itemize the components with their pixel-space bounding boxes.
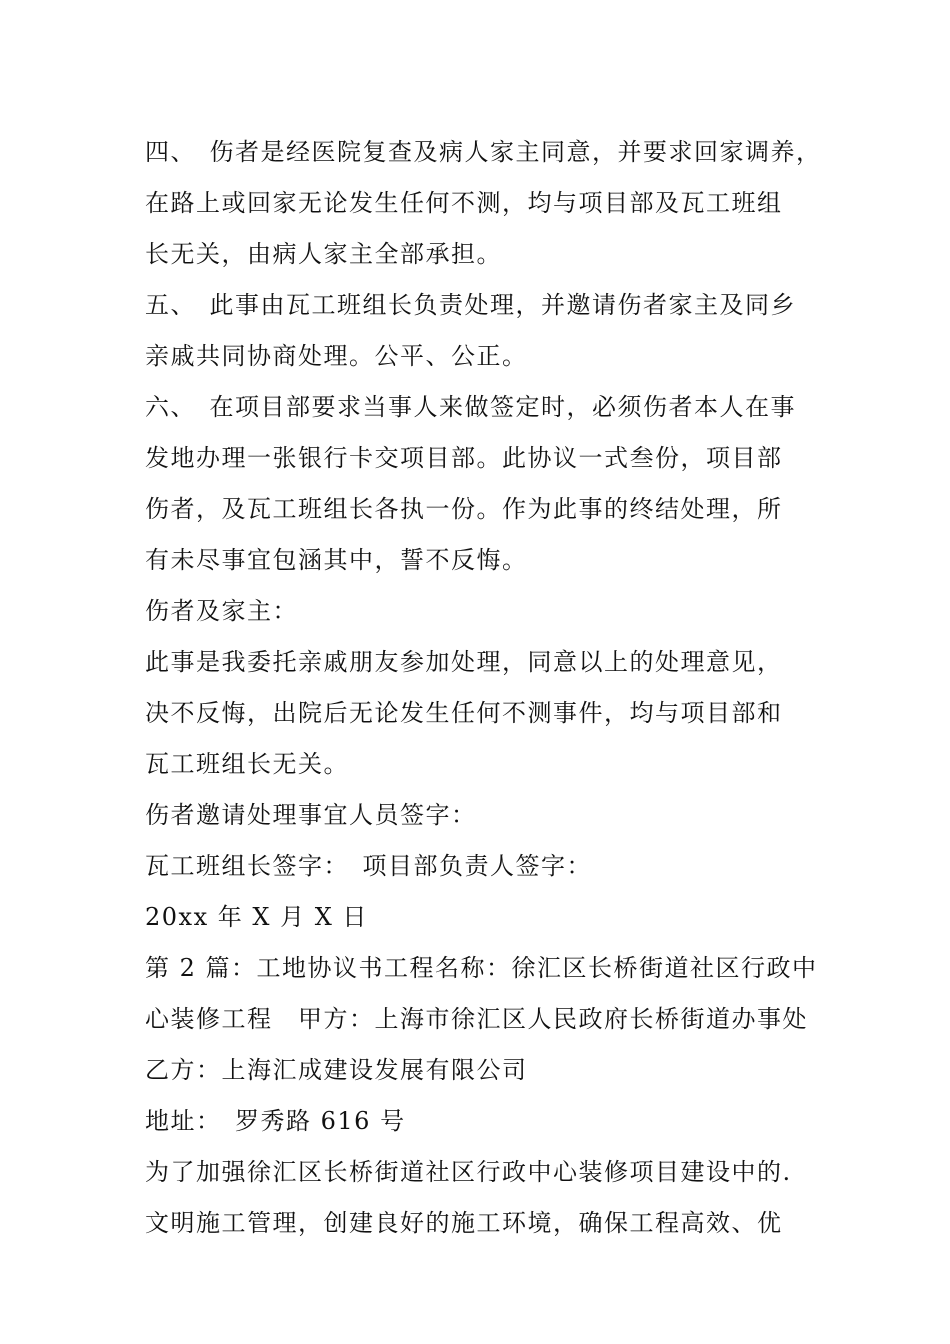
- paragraph-line: 为了加强徐汇区长桥街道社区行政中心装修项目建设中的.: [145, 1158, 792, 1186]
- paragraph-line: 20xx 年 X 月 X 日: [145, 903, 368, 931]
- paragraph-line: 瓦工班组长无关。: [145, 750, 349, 778]
- paragraph-line: 此事是我委托亲戚朋友参加处理，同意以上的处理意见，: [145, 648, 783, 676]
- paragraph-line: 第 2 篇：工地协议书工程名称：徐汇区长桥街道社区行政中: [145, 954, 818, 982]
- paragraph-line: 心装修工程 甲方：上海市徐汇区人民政府长桥街道办事处: [145, 1005, 808, 1033]
- paragraph-line: 五、 此事由瓦工班组长负责处理，并邀请伤者家主及同乡: [145, 291, 796, 319]
- paragraph-line: 瓦工班组长签字： 项目部负责人签字：: [145, 852, 592, 880]
- paragraph-line: 文明施工管理，创建良好的施工环境，确保工程高效、优: [145, 1209, 783, 1237]
- paragraph-line: 地址： 罗秀路 616 号: [145, 1107, 406, 1135]
- paragraph-line: 发地办理一张银行卡交项目部。此协议一式叁份，项目部: [145, 444, 783, 472]
- paragraph-line: 长无关，由病人家主全部承担。: [145, 240, 502, 268]
- document-body: [145, 127, 825, 1249]
- paragraph-line: 在路上或回家无论发生任何不测，均与项目部及瓦工班组: [145, 189, 783, 217]
- paragraph-line: 伤者，及瓦工班组长各执一份。作为此事的终结处理，所: [145, 495, 783, 523]
- paragraph-line: 乙方：上海汇成建设发展有限公司: [145, 1056, 528, 1084]
- paragraph-line: 四、 伤者是经医院复查及病人家主同意，并要求回家调养，: [145, 138, 822, 166]
- paragraph-line: 伤者及家主：: [145, 597, 298, 625]
- paragraph-line: 决不反悔，出院后无论发生任何不测事件，均与项目部和: [145, 699, 783, 727]
- paragraph-line: 伤者邀请处理事宜人员签字：: [145, 801, 477, 829]
- paragraph-line: 亲戚共同协商处理。公平、公正。: [145, 342, 528, 370]
- paragraph-line: 六、 在项目部要求当事人来做签定时，必须伤者本人在事: [145, 393, 796, 421]
- paragraph-line: 有未尽事宜包涵其中，誓不反悔。: [145, 546, 528, 574]
